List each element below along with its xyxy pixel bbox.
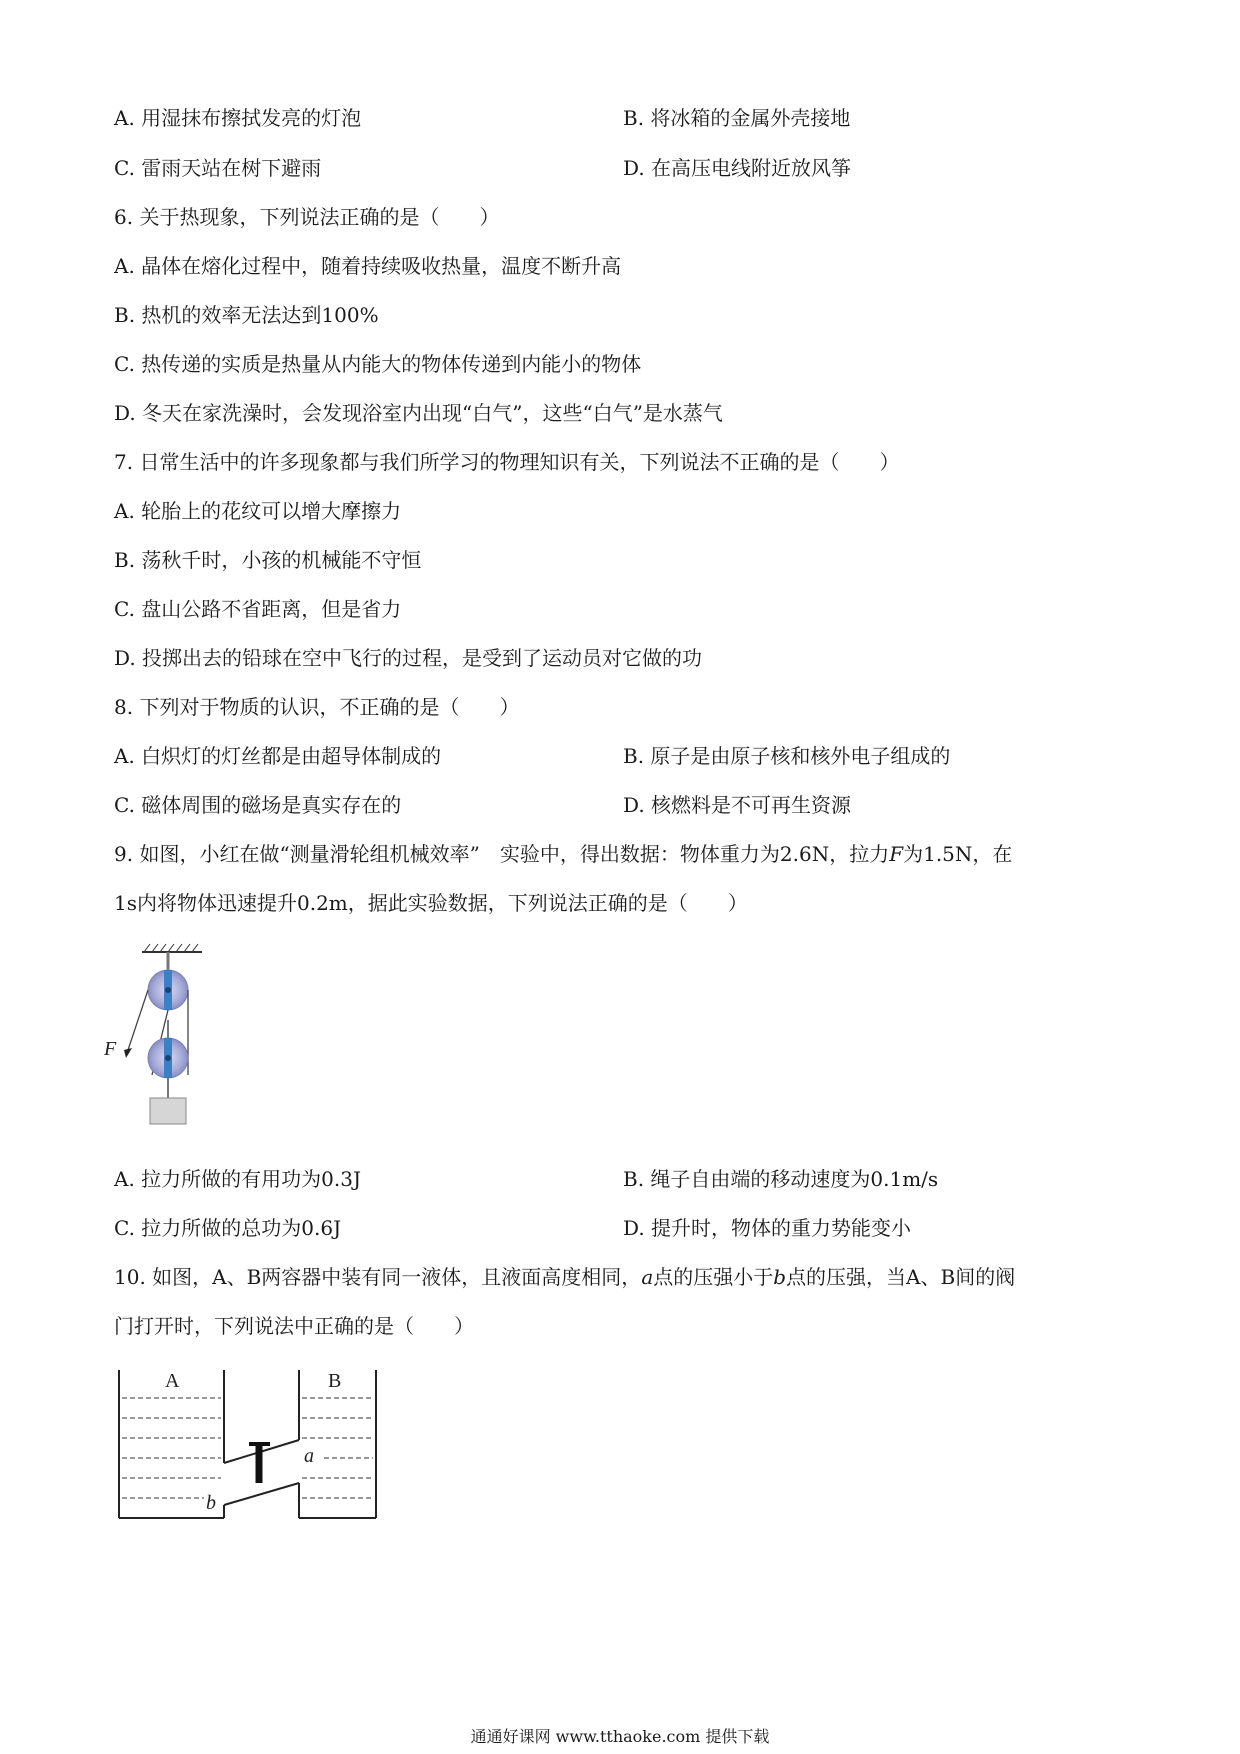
liquid-lines-a bbox=[122, 1398, 221, 1498]
q9-option-c: C. 拉力所做的总功为0.6J bbox=[114, 1216, 342, 1240]
q8-option-b: B. 原子是由原子核和核外电子组成的 bbox=[623, 744, 951, 768]
q9-stem-text-b: 为1.5N，在 bbox=[903, 842, 1013, 866]
q8-option-a: A. 白炽灯的灯丝都是由超导体制成的 bbox=[114, 744, 442, 768]
connected-containers-figure bbox=[114, 1365, 384, 1525]
movable-pulley bbox=[148, 1038, 188, 1078]
q5-option-a: A. 用湿抹布擦拭发亮的灯泡 bbox=[114, 106, 362, 130]
force-label-f: F bbox=[104, 1038, 117, 1060]
q6-stem: 6. 关于热现象，下列说法正确的是（ ） bbox=[114, 205, 500, 229]
q5-option-c: C. 雷雨天站在树下避雨 bbox=[114, 156, 322, 180]
q9-stem-text-a: 9. 如图，小红在做“测量滑轮组机械效率” 实验中，得出数据：物体重力为2.6N，拉力 bbox=[114, 842, 890, 866]
page-footer: 通通好课网 www.tthaoke.com 提供下载 bbox=[470, 1727, 770, 1746]
q6-option-c: C. 热传递的实质是热量从内能大的物体传递到内能小的物体 bbox=[114, 352, 642, 376]
fixed-pulley bbox=[148, 970, 188, 1010]
force-arrow-head bbox=[124, 1048, 132, 1058]
q10-stem-text-c: 点的压强，当A、B间的阀 bbox=[786, 1265, 1016, 1289]
q10-stem-line2: 门打开时，下列说法中正确的是（ ） bbox=[114, 1314, 474, 1338]
q9-stem-force-symbol: F bbox=[889, 842, 904, 866]
q6-option-b: B. 热机的效率无法达到100% bbox=[114, 303, 379, 327]
container-b-label: B bbox=[328, 1370, 342, 1392]
q10-stem-point-b: b bbox=[773, 1265, 787, 1289]
point-a-label: a bbox=[304, 1445, 314, 1467]
q9-option-d: D. 提升时，物体的重力势能变小 bbox=[623, 1216, 912, 1240]
q7-option-b: B. 荡秋千时，小孩的机械能不守恒 bbox=[114, 548, 422, 572]
q7-option-d: D. 投掷出去的铅球在空中飞行的过程，是受到了运动员对它做的功 bbox=[114, 646, 703, 670]
q8-option-c: C. 磁体周围的磁场是真实存在的 bbox=[114, 793, 402, 817]
q8-stem: 8. 下列对于物质的认识，不正确的是（ ） bbox=[114, 695, 520, 719]
q7-stem: 7. 日常生活中的许多现象都与我们所学习的物理知识有关，下列说法不正确的是（ ） bbox=[114, 450, 900, 474]
q7-option-a: A. 轮胎上的花纹可以增大摩擦力 bbox=[114, 499, 402, 523]
q10-stem-point-a: a bbox=[641, 1265, 654, 1289]
pulley-figure bbox=[104, 940, 210, 1135]
q9-option-b: B. 绳子自由端的移动速度为0.1m/s bbox=[623, 1167, 939, 1191]
weight-block bbox=[150, 1098, 186, 1124]
q10-stem-line1 bbox=[114, 1264, 1015, 1290]
ceiling-hatch bbox=[142, 944, 202, 952]
q5-option-b: B. 将冰箱的金属外壳接地 bbox=[623, 106, 851, 130]
q10-stem-text-b: 点的压强小于 bbox=[653, 1265, 774, 1289]
container-a-label: A bbox=[165, 1370, 180, 1392]
q5-option-d: D. 在高压电线附近放风筝 bbox=[623, 156, 852, 180]
q7-option-c: C. 盘山公路不省距离，但是省力 bbox=[114, 597, 402, 621]
q9-option-a: A. 拉力所做的有用功为0.3J bbox=[114, 1167, 361, 1191]
q9-stem-line2: 1s内将物体迅速提升0.2m，据此实验数据，下列说法正确的是（ ） bbox=[114, 891, 748, 915]
point-b-label: b bbox=[206, 1492, 216, 1514]
q9-stem-line1 bbox=[114, 841, 1012, 867]
q6-option-d: D. 冬天在家洗澡时，会发现浴室内出现“白气”，这些“白气”是水蒸气 bbox=[114, 401, 723, 425]
q8-option-d: D. 核燃料是不可再生资源 bbox=[623, 793, 852, 817]
q10-stem-text-a: 10. 如图，A、B两容器中装有同一液体，且液面高度相同， bbox=[114, 1265, 642, 1289]
q6-option-a: A. 晶体在熔化过程中，随着持续吸收热量，温度不断升高 bbox=[114, 254, 622, 278]
